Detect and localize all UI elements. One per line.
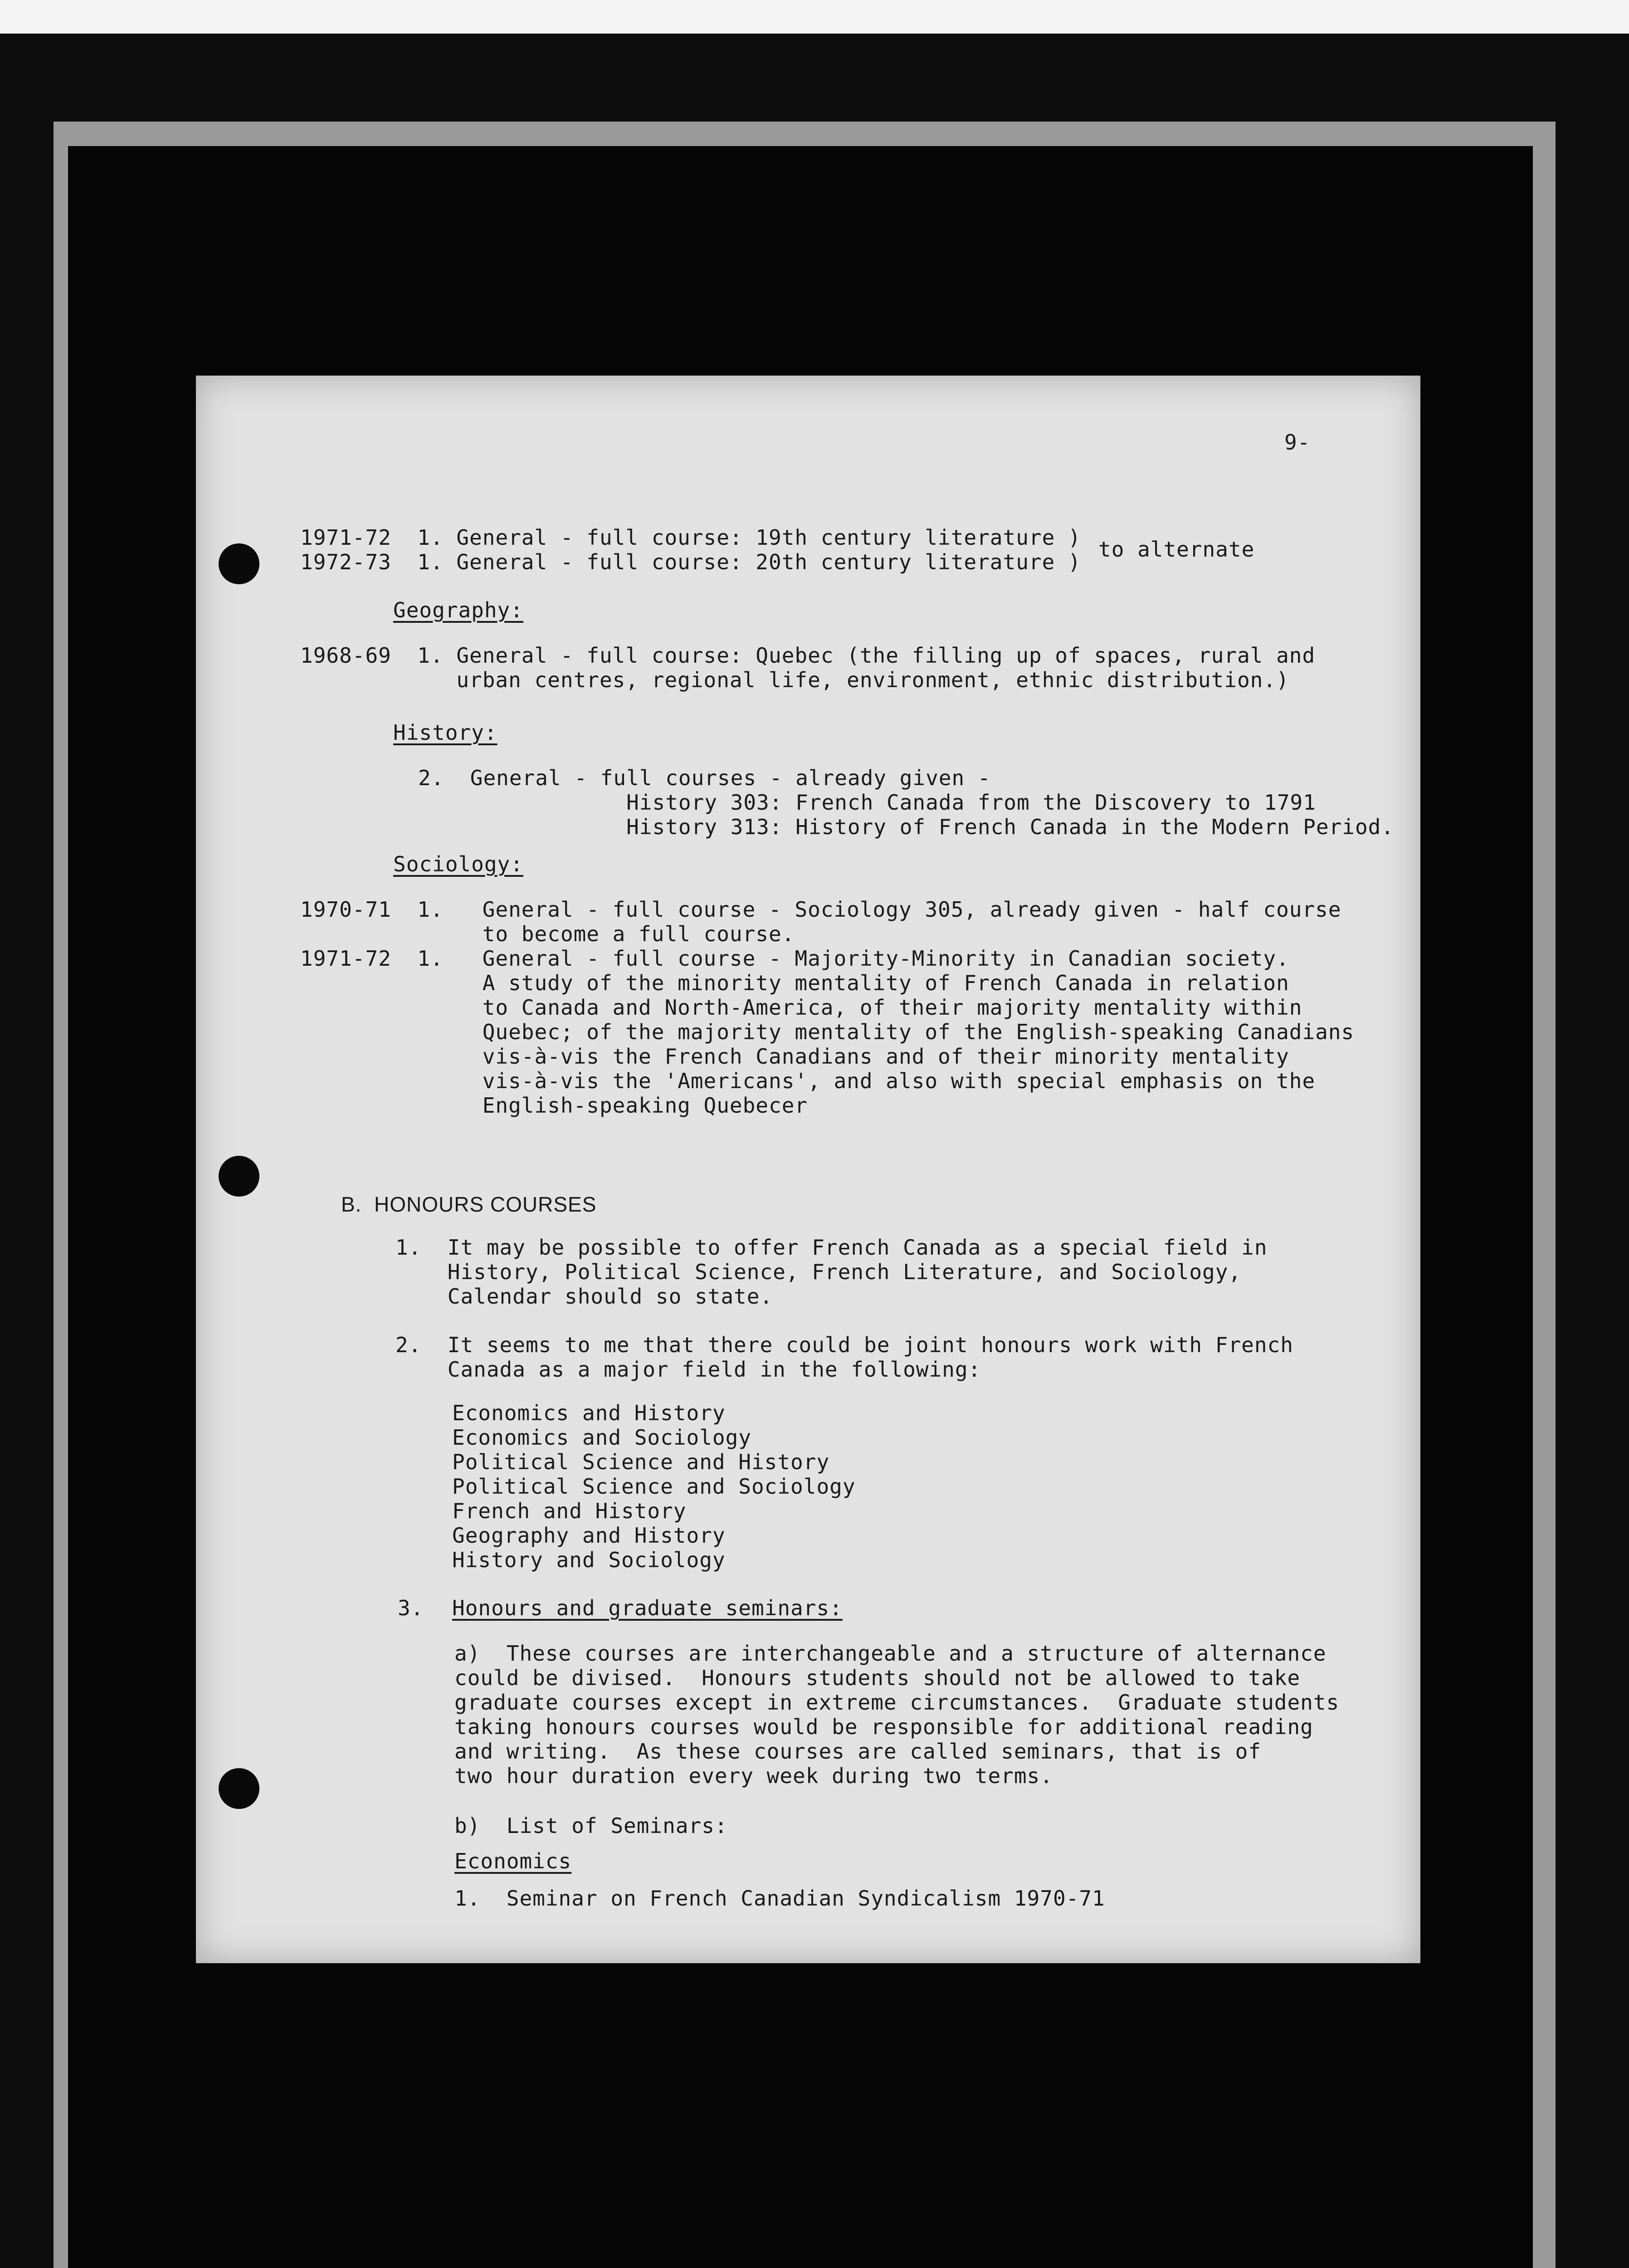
honours-heading: B. HONOURS COURSES [341, 1193, 597, 1216]
joint-field: Political Science and Sociology [452, 1474, 856, 1499]
joint-field: History and Sociology [452, 1548, 726, 1572]
honours-item-1: 1. It may be possible to offer French Canada as a special field in [395, 1235, 1268, 1260]
honours-item-1: History, Political Science, French Literature, and Sociology, [395, 1260, 1242, 1284]
joint-field: French and History [452, 1499, 687, 1523]
sociology-line: to become a full course. [300, 922, 795, 946]
sociology-line: Quebec; of the majority mentality of the English-speaking Canadians [300, 1020, 1355, 1044]
sociology-line: to Canada and North-America, of their majority mentality within [300, 995, 1302, 1020]
joint-field: Political Science and History [452, 1450, 830, 1474]
sociology-line: vis-à-vis the 'Americans', and also with special emphasis on the [300, 1069, 1316, 1093]
sociology-line: 1970-71 1. General - full course - Sociology 305, already given - half course [300, 897, 1341, 922]
history-line: History 313: History of French Canada in the Modern Period. [418, 815, 1395, 839]
seminar-paragraph: could be divised. Honours students should not be allowed to take [454, 1666, 1301, 1690]
honours-item-1: Calendar should so state. [395, 1284, 773, 1309]
seminar-paragraph: taking honours courses would be responsible for additional reading [454, 1715, 1313, 1739]
history-line: History 303: French Canada from the Discovery to 1791 [418, 790, 1316, 815]
history-line: 2. General - full courses - already given - [418, 766, 991, 790]
honours-item-3-number: 3. [398, 1596, 424, 1620]
honours-item-3-heading: Honours and graduate seminars: [452, 1596, 843, 1620]
alternate-note: to alternate [1098, 537, 1255, 562]
joint-field: Economics and Sociology [452, 1425, 751, 1450]
joint-field: Economics and History [452, 1401, 726, 1425]
geography-line: urban centres, regional life, environment, ethnic distribution.) [300, 668, 1289, 692]
punch-hole [219, 543, 259, 584]
joint-field: Geography and History [452, 1523, 726, 1548]
literature-line: 1972-73 1. General - full course: 20th century literature ) [300, 550, 1081, 574]
punch-hole [219, 1768, 259, 1809]
top-border [0, 0, 1629, 34]
economics-heading: Economics [454, 1849, 572, 1873]
seminar-paragraph: graduate courses except in extreme circumstances. Graduate students [454, 1690, 1340, 1715]
geography-heading: Geography: [393, 598, 523, 622]
seminar-paragraph: a) These courses are interchangeable and a structure of alternance [454, 1641, 1327, 1666]
history-heading: History: [393, 720, 497, 745]
geography-line: 1968-69 1. General - full course: Quebec (the filling up of spaces, rural and [300, 643, 1316, 668]
seminar-paragraph: and writing. As these courses are called seminars, that is of [454, 1739, 1262, 1764]
sociology-line: 1971-72 1. General - full course - Majority-Minority in Canadian society. [300, 946, 1289, 971]
sociology-line: English-speaking Quebecer [300, 1093, 808, 1118]
seminar-list-heading: b) List of Seminars: [454, 1813, 728, 1838]
honours-item-2: 2. It seems to me that there could be joint honours work with French [395, 1333, 1293, 1357]
seminar-paragraph: two hour duration every week during two terms. [454, 1764, 1053, 1788]
page-number: 9- [1284, 430, 1311, 455]
document-page [196, 376, 1420, 1963]
honours-item-2: Canada as a major field in the following: [395, 1357, 981, 1382]
punch-hole [219, 1156, 259, 1197]
sociology-line: vis-à-vis the French Canadians and of their minority mentality [300, 1044, 1289, 1069]
sociology-heading: Sociology: [393, 852, 523, 876]
seminar-item: 1. Seminar on French Canadian Syndicalism 1970-71 [454, 1886, 1105, 1911]
sociology-line: A study of the minority mentality of French Canada in relation [300, 971, 1289, 995]
literature-line: 1971-72 1. General - full course: 19th century literature ) [300, 525, 1081, 550]
